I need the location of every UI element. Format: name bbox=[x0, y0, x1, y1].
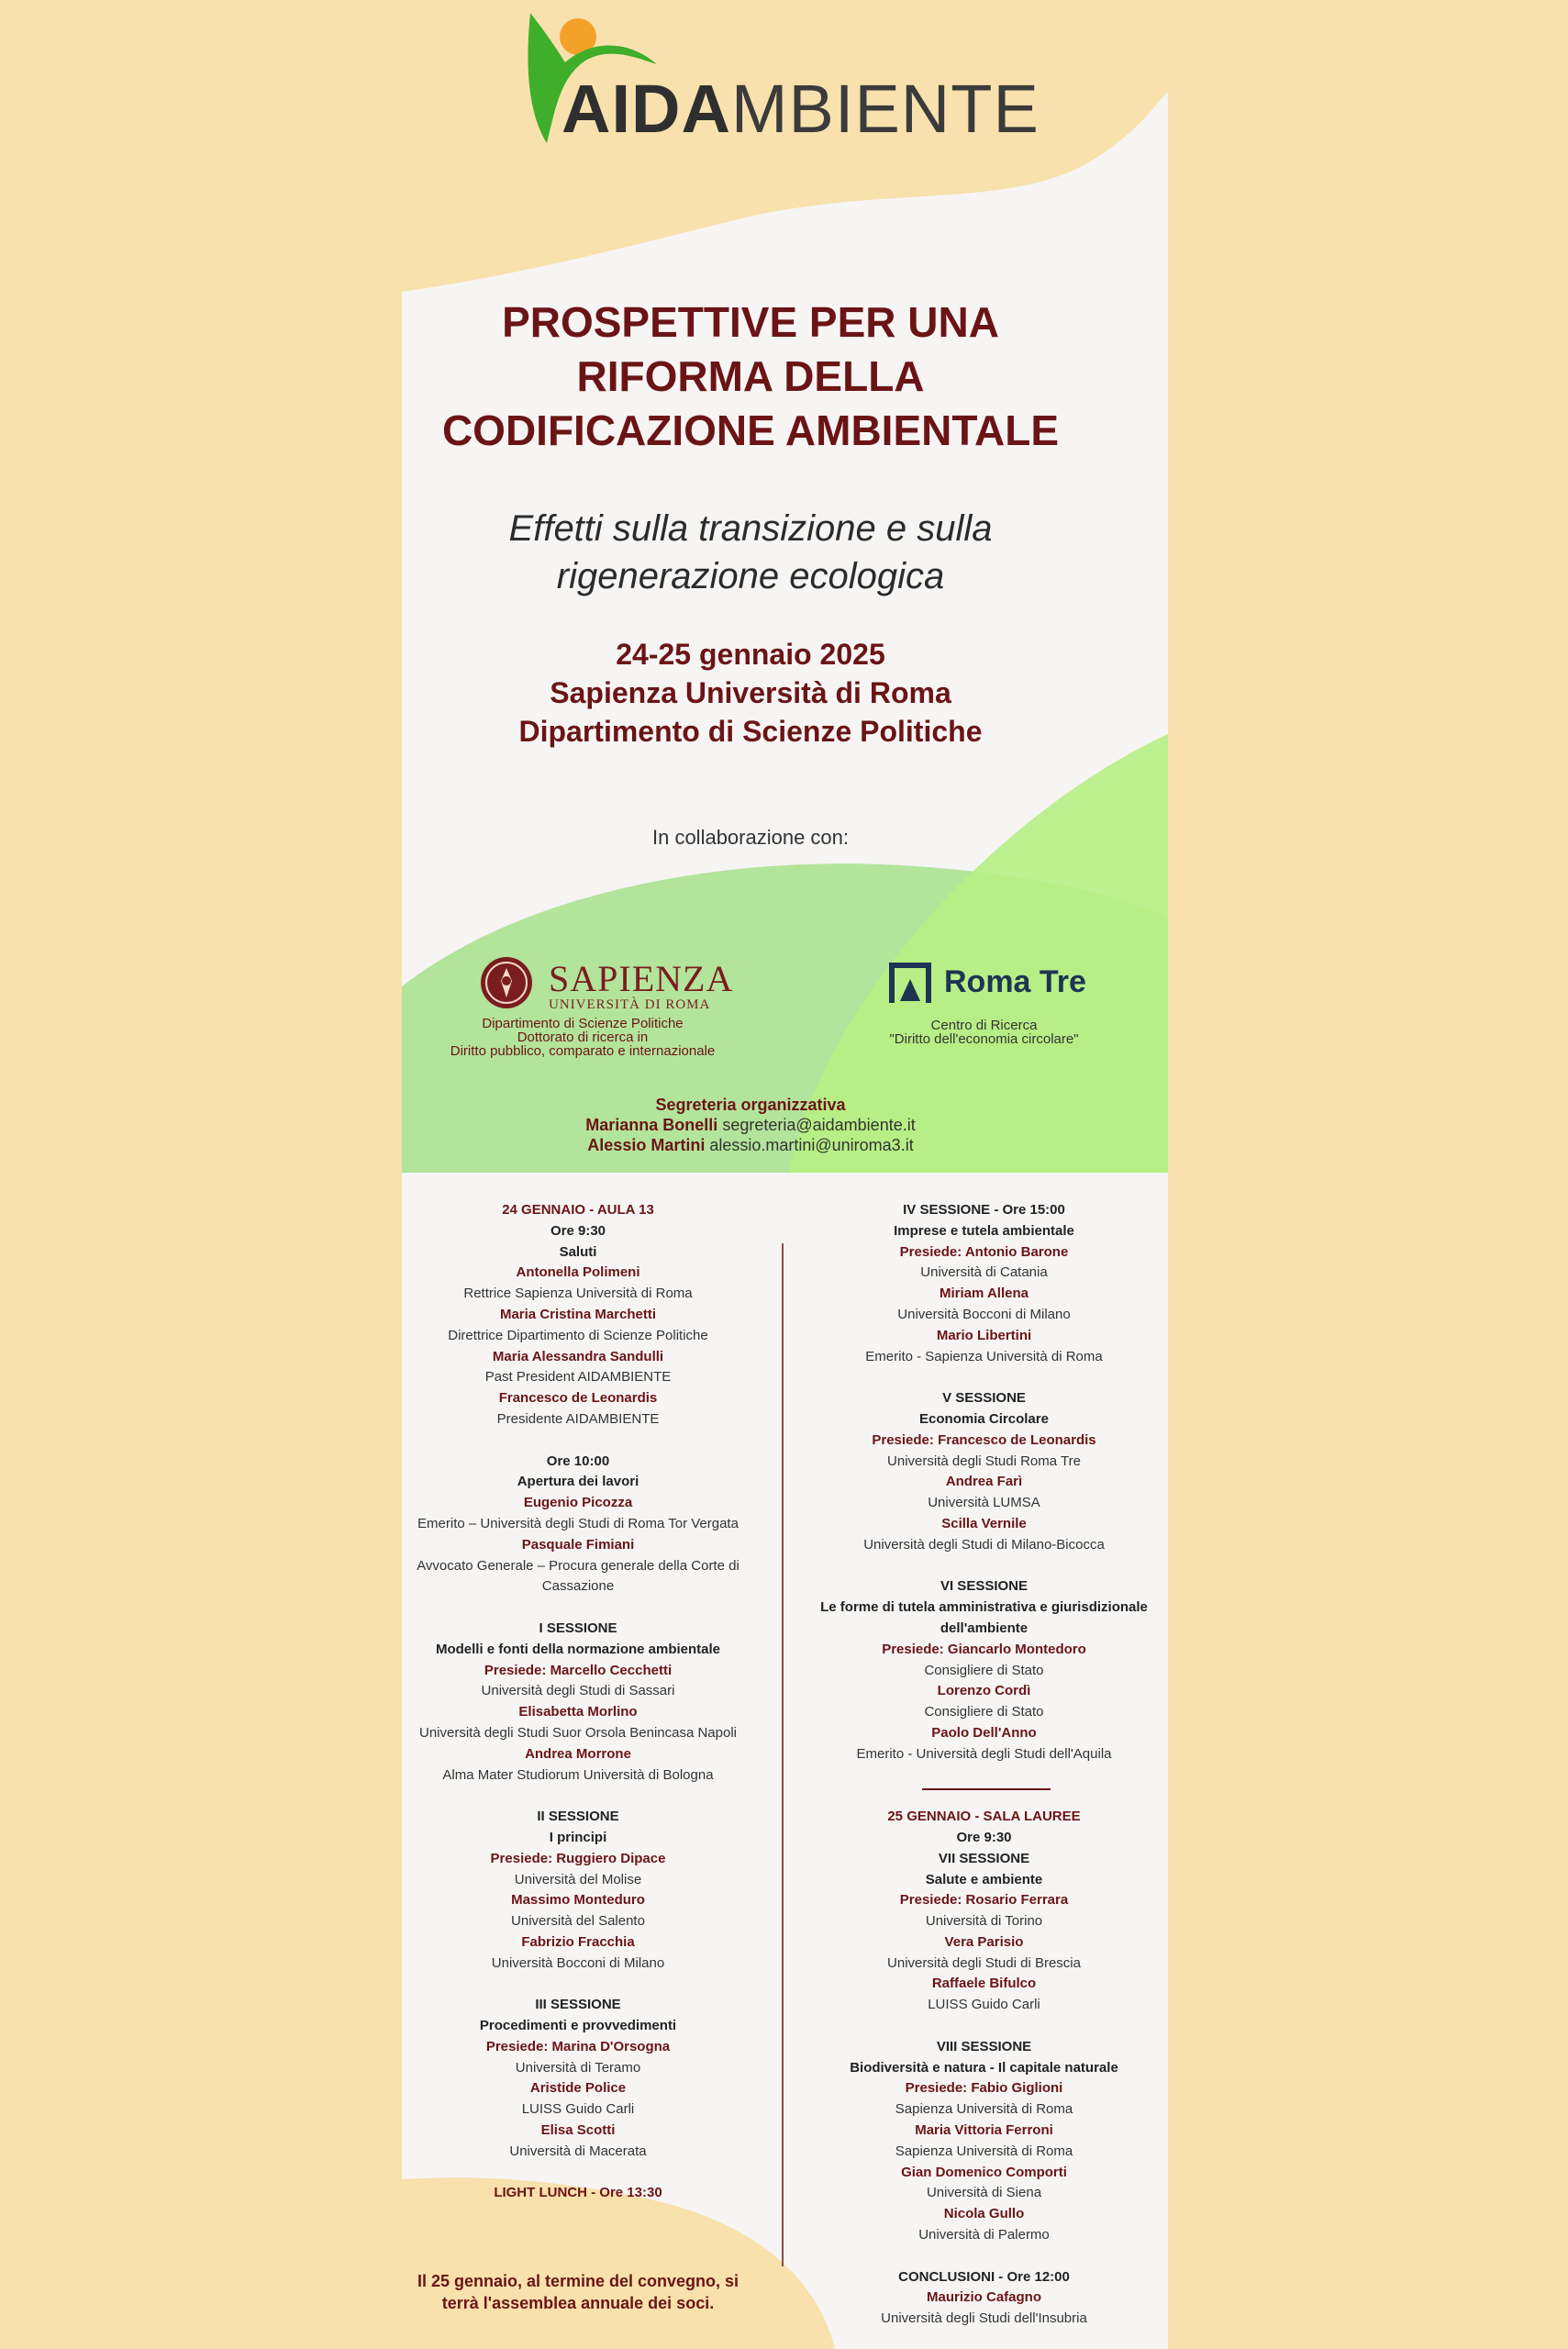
program-heading: VI SESSIONE bbox=[940, 1578, 1029, 1595]
title-line: CODIFICAZIONE AMBIENTALE bbox=[441, 406, 1060, 454]
program-highlight: Maurizio Cafagno bbox=[926, 2289, 1041, 2306]
event-details bbox=[402, 635, 1099, 751]
program-heading: V SESSIONE bbox=[942, 1390, 1026, 1407]
program-highlight: Presiede: Francesco de Leonardis bbox=[872, 1431, 1096, 1448]
program-text: Sapienza Università di Roma bbox=[895, 2143, 1073, 2159]
program-heading: Apertura dei lavori bbox=[517, 1474, 639, 1490]
program-text: Università Bocconi di Milano bbox=[491, 1954, 665, 1971]
subtitle-line: rigenerazione ecologica bbox=[556, 556, 945, 596]
program-highlight: Presiede: Marina D'Orsogna bbox=[485, 2038, 671, 2054]
program-highlight: Scilla Vernile bbox=[941, 1515, 1027, 1531]
day-separator bbox=[922, 1788, 1051, 1790]
program-text: Sapienza Università di Roma bbox=[895, 2101, 1073, 2118]
program-text: Università di Siena bbox=[926, 2185, 1042, 2201]
program-text: Avvocato Generale – Procura generale della Corte di bbox=[417, 1557, 740, 1574]
romatre-desc-line: Centro di Ricerca bbox=[930, 1018, 1038, 1033]
program-highlight: Andrea Morrone bbox=[525, 1745, 631, 1762]
note-line: Il 25 gennaio, al termine del convegno, si bbox=[417, 2272, 740, 2290]
program-highlight: Aristide Police bbox=[529, 2080, 627, 2097]
program-text: Consigliere di Stato bbox=[924, 1704, 1044, 1720]
program-text: LUISS Guido Carli bbox=[521, 2101, 635, 2118]
program-highlight: Elisa Scotti bbox=[540, 2122, 616, 2139]
secretariat bbox=[402, 1095, 1099, 1155]
program-heading: dell'ambiente bbox=[940, 1620, 1029, 1636]
romatre-desc-line: "Diritto dell'economia circolare" bbox=[889, 1031, 1079, 1047]
program-highlight: 25 GENNAIO - SALA LAUREE bbox=[887, 1809, 1081, 1825]
romatre-name: Roma Tre bbox=[944, 964, 1086, 999]
program-heading: III SESSIONE bbox=[535, 1997, 621, 2013]
program-highlight: Gian Domenico Comporti bbox=[901, 2164, 1067, 2180]
program-highlight: Antonella Polimeni bbox=[516, 1264, 640, 1281]
program-heading: Biodiversità e natura - Il capitale naturale bbox=[850, 2059, 1118, 2076]
program-heading: Saluti bbox=[559, 1243, 597, 1260]
program-text: Università degli Studi Suor Orsola Benincasa Napoli bbox=[418, 1724, 737, 1741]
program-highlight: Lorenzo Cordì bbox=[937, 1683, 1031, 1699]
program-text: Rettrice Sapienza Università di Roma bbox=[463, 1286, 693, 1302]
program-highlight: Maria Vittoria Ferroni bbox=[915, 2122, 1053, 2139]
program-text: LUISS Guido Carli bbox=[928, 1997, 1040, 2013]
program-text: Direttrice Dipartimento di Scienze Politiche bbox=[448, 1327, 708, 1343]
program-highlight: Presiede: Giancarlo Montedoro bbox=[882, 1641, 1086, 1657]
program-text: Università degli Studi di Sassari bbox=[481, 1683, 675, 1699]
program-highlight: Massimo Monteduro bbox=[511, 1892, 645, 1909]
program-highlight: Eugenio Picozza bbox=[523, 1495, 633, 1511]
program-highlight: Presiede: Marcello Cecchetti bbox=[484, 1662, 673, 1678]
program-highlight: Presiede: Rosario Ferrara bbox=[899, 1892, 1069, 1909]
logo-brand-bold: AIDA bbox=[562, 71, 731, 147]
program-highlight: Vera Parisio bbox=[944, 1933, 1024, 1950]
romatre-mark-icon bbox=[887, 961, 933, 1005]
event-subtitle bbox=[402, 505, 1099, 600]
program-left-column bbox=[404, 1200, 752, 2204]
secretariat-title: Segreteria organizzativa bbox=[655, 1096, 846, 1114]
program-heading: Procedimenti e provvedimenti bbox=[479, 2018, 677, 2034]
event-date: 24-25 gennaio 2025 bbox=[616, 638, 885, 671]
program-text: Alma Mater Studiorum Università di Bologna bbox=[442, 1766, 714, 1783]
logo-brand-light: MBIENTE bbox=[730, 71, 1040, 147]
program-text: Università degli Studi di Brescia bbox=[887, 1954, 1081, 1971]
program-spacer bbox=[404, 1598, 752, 1619]
program-heading: I SESSIONE bbox=[539, 1620, 617, 1636]
collaboration-label: In collaborazione con: bbox=[651, 826, 850, 849]
romatre-description bbox=[853, 1019, 1115, 1046]
sapienza-name: SAPIENZA bbox=[549, 958, 734, 999]
program-highlight: Raffaele Bifulco bbox=[931, 1976, 1037, 1992]
program-text: Università di Macerata bbox=[509, 2143, 647, 2159]
aidambiente-logo bbox=[514, 0, 1040, 156]
program-highlight: Miriam Allena bbox=[940, 1286, 1029, 1302]
program-spacer bbox=[807, 2016, 1161, 2037]
program-heading: II SESSIONE bbox=[537, 1809, 619, 1825]
program-heading: Imprese e tutela ambientale bbox=[894, 1222, 1074, 1239]
note-line: terrà l'assemblea annuale dei soci. bbox=[441, 2294, 715, 2312]
program-text: Università degli Studi dell'Insubria bbox=[881, 2310, 1087, 2327]
program-highlight: Presiede: Ruggiero Dipace bbox=[490, 1850, 666, 1866]
program-spacer bbox=[404, 1786, 752, 1807]
program-text: Università Bocconi di Milano bbox=[897, 1306, 1071, 1322]
sapienza-desc-line: Diritto pubblico, comparato e internazionale bbox=[450, 1043, 716, 1059]
program-heading: VII SESSIONE bbox=[938, 1850, 1030, 1866]
sapienza-description bbox=[422, 1017, 743, 1058]
program-text: Università del Salento bbox=[511, 1913, 645, 1930]
sapienza-desc-line: Dottorato di ricerca in bbox=[517, 1030, 649, 1045]
title-line: PROSPETTIVE PER UNA bbox=[502, 298, 999, 346]
program-text: Università di Palermo bbox=[918, 2227, 1050, 2243]
program-text: Emerito – Università degli Studi di Roma Tor Vergata bbox=[417, 1515, 739, 1531]
program-highlight: LIGHT LUNCH - Ore 13:30 bbox=[494, 2185, 662, 2201]
program-text: Università LUMSA bbox=[928, 1495, 1040, 1511]
program-highlight: 24 GENNAIO - AULA 13 bbox=[502, 1202, 654, 1218]
program-text: Consigliere di Stato bbox=[924, 1662, 1044, 1678]
program-heading: Salute e ambiente bbox=[925, 1871, 1043, 1887]
program-text: Università di Torino bbox=[925, 1913, 1043, 1930]
program-highlight: Elisabetta Morlino bbox=[518, 1704, 638, 1720]
romatre-logo bbox=[885, 957, 1106, 1012]
program-heading: CONCLUSIONI - Ore 12:00 bbox=[898, 2268, 1070, 2285]
program-text: Università degli Studi Roma Tre bbox=[887, 1453, 1081, 1469]
program-heading: Le forme di tutela amministrativa e giurisdizionale bbox=[820, 1599, 1148, 1616]
program-text: Presidente AIDAMBIENTE bbox=[496, 1410, 660, 1427]
sapienza-seal-icon bbox=[479, 953, 534, 1012]
program-spacer bbox=[404, 1974, 752, 1995]
program-heading: I principi bbox=[549, 1829, 607, 1845]
sapienza-desc-line: Dipartimento di Scienze Politiche bbox=[482, 1016, 684, 1031]
program-text: Università di Catania bbox=[920, 1264, 1048, 1281]
sapienza-logo bbox=[431, 950, 734, 1023]
contact-name: Marianna Bonelli bbox=[585, 1116, 718, 1134]
program-heading: Economia Circolare bbox=[919, 1410, 1049, 1427]
program-text: Emerito - Università degli Studi dell'Aquila bbox=[856, 1745, 1112, 1762]
contact-name: Alessio Martini bbox=[587, 1136, 706, 1154]
program-highlight: Andrea Farì bbox=[945, 1474, 1023, 1490]
sapienza-subname: UNIVERSITÀ DI ROMA bbox=[549, 997, 711, 1012]
program-highlight: Presiede: Antonio Barone bbox=[899, 1243, 1069, 1260]
program-heading: Ore 9:30 bbox=[956, 1829, 1012, 1845]
program-text: Emerito - Sapienza Università di Roma bbox=[865, 1348, 1103, 1364]
column-divider bbox=[782, 1243, 784, 2266]
program-text: Università di Teramo bbox=[515, 2059, 641, 2076]
program-highlight: Presiede: Fabio Giglioni bbox=[905, 2080, 1063, 2097]
program-highlight: Francesco de Leonardis bbox=[498, 1390, 658, 1407]
program-heading: VIII SESSIONE bbox=[936, 2038, 1032, 2054]
program-highlight: Maria Cristina Marchetti bbox=[499, 1306, 657, 1322]
program-spacer bbox=[807, 1556, 1161, 1577]
event-department: Dipartimento di Scienze Politiche bbox=[518, 715, 983, 748]
program-highlight: Pasquale Fimiani bbox=[521, 1536, 635, 1553]
program-spacer bbox=[807, 2246, 1161, 2267]
event-venue: Sapienza Università di Roma bbox=[550, 676, 951, 709]
program-highlight: Paolo Dell'Anno bbox=[931, 1724, 1037, 1741]
contact-email: segreteria@aidambiente.it bbox=[722, 1116, 916, 1134]
subtitle-line: Effetti sulla transizione e sulla bbox=[508, 508, 993, 549]
program-text: Università del Molise bbox=[514, 1871, 642, 1887]
program-highlight: Mario Libertini bbox=[936, 1327, 1032, 1343]
program-heading: Ore 10:00 bbox=[546, 1453, 610, 1469]
assembly-note bbox=[404, 2270, 752, 2314]
program-heading: Ore 9:30 bbox=[550, 1222, 606, 1239]
program-text: Università degli Studi di Milano-Bicocca bbox=[863, 1536, 1105, 1553]
program-text: Cassazione bbox=[541, 1578, 615, 1595]
program-spacer bbox=[807, 1765, 1161, 1787]
event-title bbox=[402, 295, 1099, 458]
program-text: Past President AIDAMBIENTE bbox=[484, 1369, 672, 1386]
program-right-column bbox=[807, 1200, 1161, 2330]
program-highlight: Fabrizio Fracchia bbox=[521, 1933, 635, 1950]
title-line: RIFORMA DELLA bbox=[576, 352, 925, 400]
program-spacer bbox=[404, 1431, 752, 1452]
program-heading: IV SESSIONE - Ore 15:00 bbox=[903, 1202, 1065, 1218]
program-heading: Modelli e fonti della normazione ambientale bbox=[435, 1641, 721, 1657]
program-highlight: Maria Alessandra Sandulli bbox=[492, 1348, 664, 1364]
contact-email: alessio.martini@uniroma3.it bbox=[709, 1136, 914, 1154]
program-highlight: Nicola Gullo bbox=[943, 2206, 1025, 2222]
program-spacer bbox=[807, 1367, 1161, 1388]
program-spacer bbox=[404, 2163, 752, 2184]
